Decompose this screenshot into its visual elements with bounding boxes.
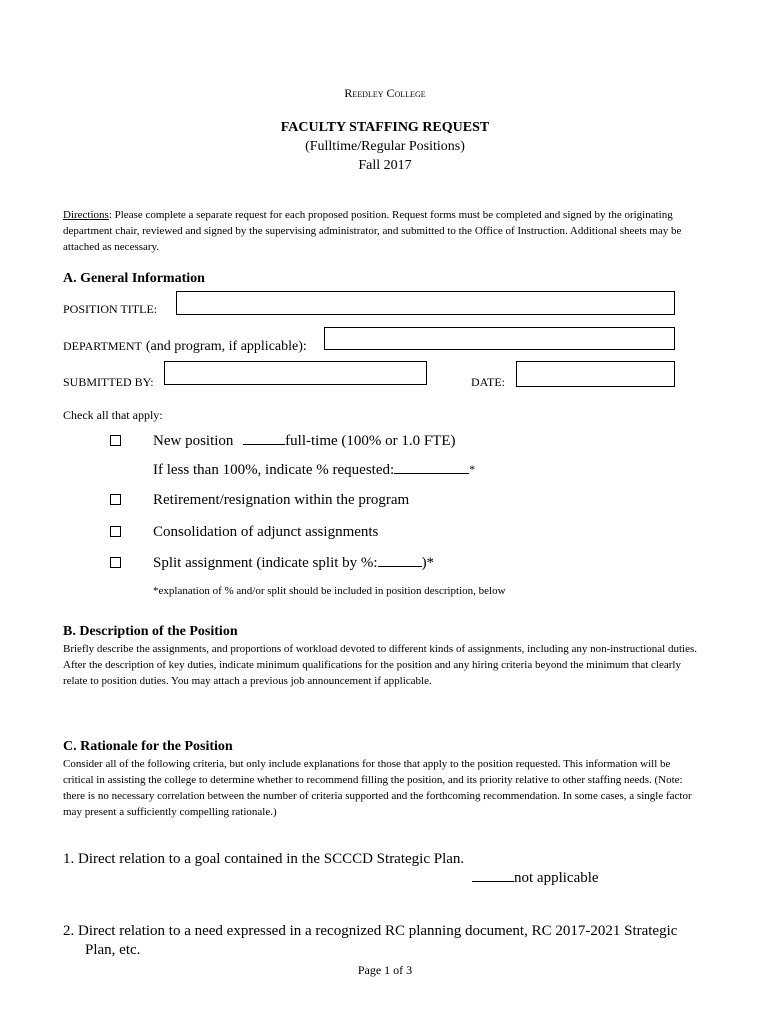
retirement-checkbox[interactable]	[110, 494, 121, 505]
position-title-label: POSITION TITLE:	[63, 302, 158, 316]
percent-requested-blank[interactable]	[394, 462, 469, 474]
criterion-1: 1. Direct relation to a goal contained in the SCCCD Strategic Plan.	[63, 851, 465, 867]
section-b-heading: B. Description of the Position	[63, 624, 238, 639]
not-applicable-row	[472, 870, 599, 887]
split-footnote: *explanation of % and/or split should be included in position description, below	[153, 585, 506, 597]
less-than-star: *	[469, 462, 476, 476]
not-applicable-label: not applicable	[514, 870, 599, 886]
split-row	[153, 555, 434, 572]
section-c-heading: C. Rationale for the Position	[63, 739, 233, 754]
less-than-row	[153, 462, 475, 479]
consolidation-label: Consolidation of adjunct assignments	[153, 524, 379, 540]
date-label: DATE:	[471, 375, 505, 389]
criterion-2-line2: Plan, etc.	[85, 942, 141, 958]
submitted-by-label: SUBMITTED BY:	[63, 375, 154, 389]
criterion-2-line1: 2. Direct relation to a need expressed in a recognized RC planning document, RC 2017-2021 Strategic	[63, 923, 678, 939]
form-term: Fall 2017	[358, 158, 412, 173]
submitted-by-field[interactable]	[164, 361, 427, 385]
split-close: )*	[421, 555, 435, 571]
split-checkbox[interactable]	[110, 557, 121, 568]
fulltime-label: full-time (100% or 1.0 FTE)	[285, 433, 456, 449]
section-a-heading: A. General Information	[63, 271, 205, 286]
form-title: FACULTY STAFFING REQUEST	[280, 120, 490, 135]
split-label: Split assignment (indicate split by %:	[153, 555, 378, 571]
department-label-caps: DEPARTMENT	[63, 339, 142, 353]
directions-label: Directions	[63, 209, 109, 221]
form-subtitle: (Fulltime/Regular Positions)	[305, 139, 465, 154]
fulltime-blank[interactable]	[243, 433, 285, 445]
directions-text: : Please complete a separate request for each proposed position. Request forms must be completed and signed by the originating department chair, reviewed and signed by the supervising administrator, and submitted to the Office of Instruction. Additional sheets may be attached as necessary.	[63, 209, 682, 253]
section-b-text: Briefly describe the assignments, and proportions of workload devoted to different kinds of assignments, including any non-instructional duties. After the description of key duties, indicate minimum qualifications for the position and any hiring criteria beyond the minimum that clearly relate to position duties. You may attach a previous job announcement if applicable.	[63, 643, 698, 687]
split-percent-blank[interactable]	[378, 555, 422, 567]
date-field[interactable]	[516, 361, 675, 387]
check-all-label: Check all that apply:	[63, 408, 163, 422]
college-name: Reedley College	[344, 86, 426, 100]
not-applicable-blank[interactable]	[472, 870, 514, 882]
directions	[63, 207, 703, 255]
department-field[interactable]	[324, 327, 675, 350]
retirement-label: Retirement/resignation within the program	[153, 492, 410, 508]
new-position-checkbox[interactable]	[110, 435, 121, 446]
consolidation-checkbox[interactable]	[110, 526, 121, 537]
department-label	[63, 337, 307, 355]
position-title-field[interactable]	[176, 291, 675, 315]
less-than-label: If less than 100%, indicate % requested:	[153, 462, 395, 478]
new-position-label: New position	[153, 433, 234, 449]
section-c-text: Consider all of the following criteria, but only include explanations for those that apply to the position requested. This information will be critical in assisting the college to determine whether to recommend filling the position, and its priority relative to other staffing needs. (Note: there is no necessary correlation between the number of criteria supported and the forthcoming recommendation. In some cases, a single factor may present a sufficiently compelling rationale.)	[63, 758, 692, 818]
new-position-row	[153, 433, 456, 450]
department-label-rest: (and program, if applicable):	[145, 339, 307, 354]
page-number: Page 1 of 3	[357, 963, 413, 977]
